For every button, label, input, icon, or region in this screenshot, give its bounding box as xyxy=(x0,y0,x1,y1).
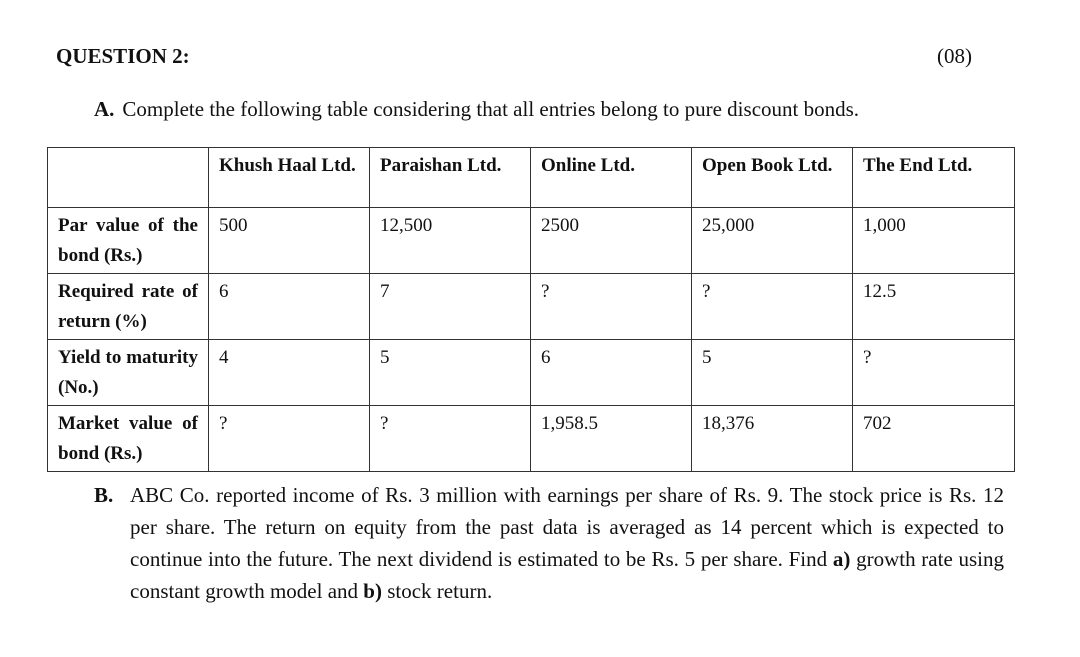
table-header-cell: The End Ltd. xyxy=(853,148,1015,208)
part-b-text-1: ABC Co. reported income of Rs. 3 million with earnings per share of Rs. 9. The stock price is Rs. 12 per share. The return on equity from the past data is averaged as 14 percent which is expected to continue into the future. The next dividend is estimated to be Rs. 5 per share. Find xyxy=(130,483,1004,571)
table-cell: 4 xyxy=(209,340,370,406)
part-b-text-3: stock return. xyxy=(381,579,493,603)
table-cell: 7 xyxy=(370,274,531,340)
table-cell: ? xyxy=(209,406,370,472)
row-label: Yield to maturity (No.) xyxy=(48,340,209,406)
table-cell: 6 xyxy=(209,274,370,340)
part-a-text: Complete the following table considering that all entries belong to pure discount bonds. xyxy=(122,97,860,121)
part-b-question xyxy=(94,479,1004,607)
row-label: Required rate of return (%) xyxy=(48,274,209,340)
table-header-row xyxy=(48,148,1015,208)
table-header-cell xyxy=(48,148,209,208)
table-header-cell: Open Book Ltd. xyxy=(692,148,853,208)
table-cell: ? xyxy=(370,406,531,472)
row-label: Par value of the bond (Rs.) xyxy=(48,208,209,274)
table-cell: 18,376 xyxy=(692,406,853,472)
table-header-cell: Paraishan Ltd. xyxy=(370,148,531,208)
part-b-a-label: a) xyxy=(832,547,851,571)
table-cell: 25,000 xyxy=(692,208,853,274)
table-row xyxy=(48,340,1015,406)
table-cell: 500 xyxy=(209,208,370,274)
table-cell: 702 xyxy=(853,406,1015,472)
part-b-text-2: growth rate using constant growth model and xyxy=(130,547,1004,603)
table-cell: 1,000 xyxy=(853,208,1015,274)
table-header-cell: Khush Haal Ltd. xyxy=(209,148,370,208)
table-header-cell: Online Ltd. xyxy=(531,148,692,208)
part-b-letter: B. xyxy=(94,483,114,507)
row-label: Market value of bond (Rs.) xyxy=(48,406,209,472)
question-marks: (08) xyxy=(937,44,972,68)
part-a-instruction xyxy=(94,97,859,122)
table-row xyxy=(48,208,1015,274)
question-title: QUESTION 2: xyxy=(56,44,190,68)
table-cell: ? xyxy=(692,274,853,340)
table-cell: 5 xyxy=(370,340,531,406)
table-cell: 12,500 xyxy=(370,208,531,274)
table-cell: ? xyxy=(853,340,1015,406)
part-b-text xyxy=(130,479,1004,607)
table-row xyxy=(48,406,1015,472)
part-a-letter: A. xyxy=(94,97,115,121)
part-b-b-label: b) xyxy=(363,579,382,603)
bond-table xyxy=(47,147,1015,472)
table-cell: 12.5 xyxy=(853,274,1015,340)
table-cell: 1,958.5 xyxy=(531,406,692,472)
table-cell: 2500 xyxy=(531,208,692,274)
table-cell: 6 xyxy=(531,340,692,406)
table-cell: 5 xyxy=(692,340,853,406)
table-cell: ? xyxy=(531,274,692,340)
table-row xyxy=(48,274,1015,340)
